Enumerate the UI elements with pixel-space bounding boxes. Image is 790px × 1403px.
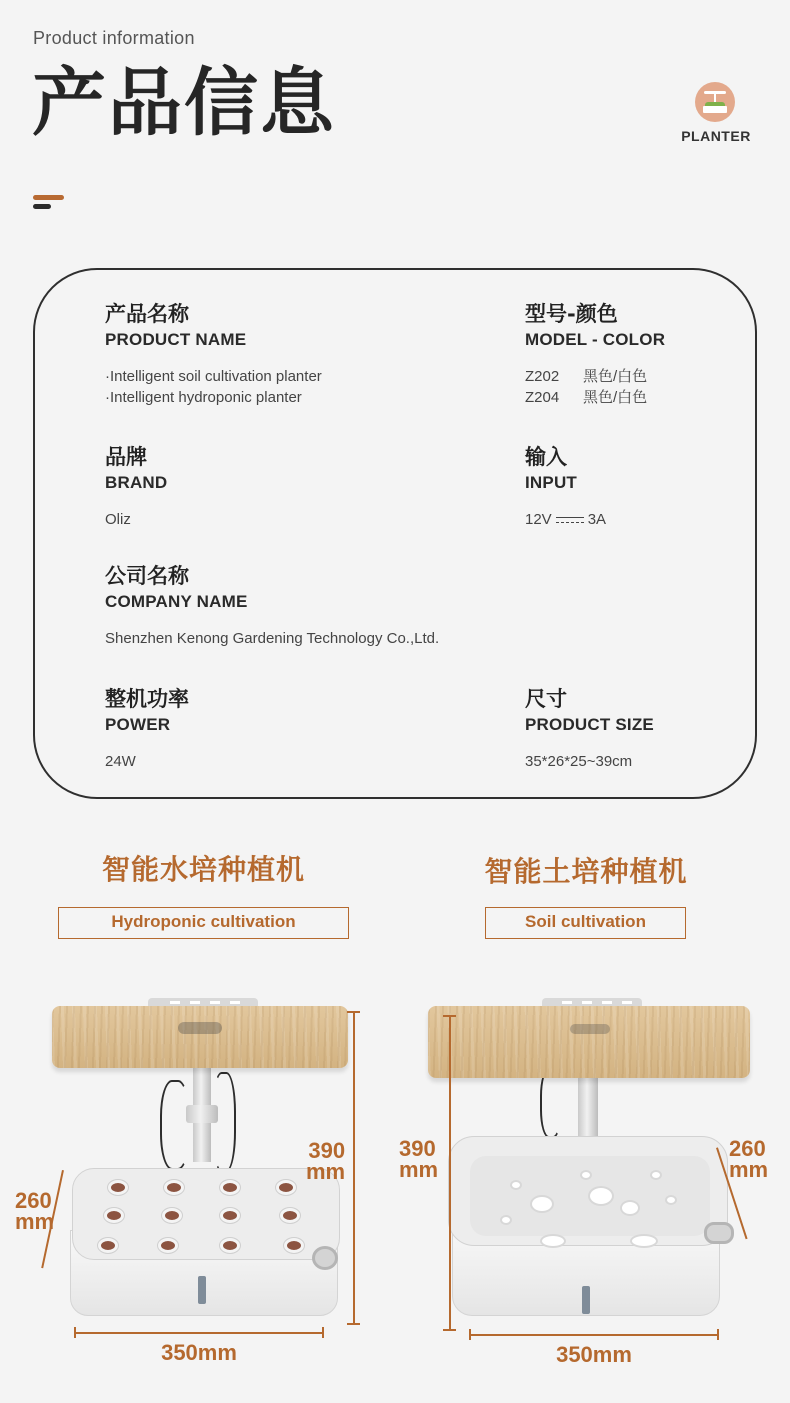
dim-cap (443, 1015, 456, 1017)
title-underline-decoration (33, 195, 64, 213)
hydro-width-label: 350mm (161, 1340, 237, 1365)
product-name-value-1: ·Intelligent soil cultivation planter (105, 368, 322, 385)
soil-height-line (449, 1016, 451, 1330)
page-subtitle: Product information (33, 28, 195, 48)
planter-logo-icon (695, 82, 735, 122)
hydro-title: 智能水培种植机 (101, 853, 305, 886)
soil-planter-image (420, 990, 765, 1320)
power-label-cn: 整机功率 (105, 687, 189, 711)
model-color: 黑色/白色 (583, 389, 648, 406)
input-label-cn: 输入 (525, 445, 567, 469)
hydro-height-line (353, 1012, 355, 1324)
logo-text: PLANTER (681, 128, 751, 144)
company-value: Shenzhen Kenong Gardening Technology Co.,Ltd. (105, 630, 440, 647)
brand-value: Oliz (105, 511, 131, 528)
dim-cap (74, 1327, 76, 1338)
dim-cap (322, 1327, 324, 1338)
hydro-height-label (306, 1140, 345, 1182)
soil-width-line (470, 1334, 718, 1336)
size-label-cn: 尺寸 (525, 687, 567, 711)
hydro-width-line (75, 1332, 323, 1334)
power-value: 24W (105, 753, 136, 770)
hydro-height-unit: mm (306, 1159, 346, 1184)
soil-width-label: 350mm (556, 1342, 632, 1367)
brand-label-cn: 品牌 (105, 445, 147, 469)
company-label-en: COMPANY NAME (105, 592, 248, 611)
product-name-value-2: ·Intelligent hydroponic planter (105, 389, 302, 406)
dim-cap (443, 1329, 456, 1331)
brand-label-en: BRAND (105, 473, 168, 492)
model-color: 黑色/白色 (583, 368, 648, 385)
soil-height-unit: mm (399, 1157, 439, 1182)
input-current: 3A (587, 511, 607, 528)
product-name-label-cn: 产品名称 (105, 302, 189, 326)
company-label-cn: 公司名称 (105, 564, 189, 588)
soil-depth-label (729, 1138, 768, 1180)
size-value: 35*26*25~39cm (525, 753, 633, 770)
hydro-depth-label (15, 1190, 54, 1232)
hydro-depth-value: 260 (15, 1188, 52, 1213)
soil-depth-unit: mm (729, 1157, 769, 1182)
model-row (525, 387, 647, 408)
soil-height-value: 390 (399, 1136, 436, 1161)
hydro-depth-unit: mm (15, 1209, 55, 1234)
dim-cap (469, 1329, 471, 1340)
size-label-en: PRODUCT SIZE (525, 715, 654, 734)
model-color-label-en: MODEL - COLOR (525, 330, 666, 349)
dim-cap (717, 1329, 719, 1340)
soil-height-label (399, 1138, 438, 1180)
dim-cap (347, 1323, 360, 1325)
soil-title: 智能土培种植机 (484, 855, 688, 888)
page-title: 产品信息 (32, 60, 336, 146)
product-name-label-en: PRODUCT NAME (105, 330, 247, 349)
input-label-en: INPUT (525, 473, 577, 492)
model-code: Z202 (525, 368, 560, 385)
power-label-en: POWER (105, 715, 171, 734)
hydro-label-box: Hydroponic cultivation (58, 907, 349, 939)
input-voltage: 12V (525, 511, 552, 528)
dc-symbol-icon (556, 516, 584, 524)
model-code: Z204 (525, 389, 560, 406)
model-row (525, 366, 647, 387)
model-color-label-cn: 型号-颜色 (525, 302, 618, 326)
soil-depth-value: 260 (729, 1136, 766, 1161)
input-value (525, 509, 606, 530)
hydro-height-value: 390 (308, 1138, 346, 1163)
dim-cap (347, 1011, 360, 1013)
soil-label-box: Soil cultivation (485, 907, 686, 939)
